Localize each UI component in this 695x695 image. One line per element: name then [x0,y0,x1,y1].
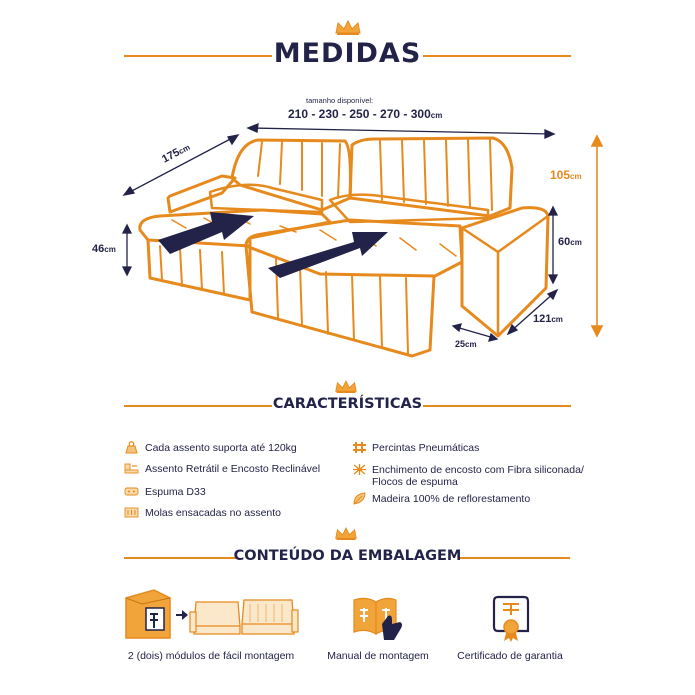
package-item-manual: Manual de montagem [327,650,429,662]
manual-icon [352,594,404,642]
seat-height-label [92,243,116,255]
feature-weight: Cada assento suporta até 120kg [145,442,297,454]
feature-fiber-line1: Enchimento de encosto com Fibra siliconada/ [372,464,584,476]
arm-width-value: 25 [455,339,466,349]
depth-open-value: 175 [160,146,182,166]
total-height-label [550,168,582,182]
width-unit: cm [430,111,443,120]
weight-icon [124,441,139,454]
leaf-icon [352,492,367,505]
feature-recliner: Assento Retrátil e Encosto Reclinável [145,463,321,475]
feature-fiber [372,464,584,488]
foam-icon [124,485,139,498]
box-modules-icon [124,588,300,640]
feature-wood: Madeira 100% de reflorestamento [372,493,531,505]
dimension-caption: tamanho disponível: [306,96,374,105]
arm-width-label [455,339,477,349]
arm-height-unit: cm [570,238,582,247]
certificate-icon [492,593,530,643]
width-options [288,107,442,121]
features-title: CARACTERÍSTICAS [272,396,423,412]
seat-height-value: 46 [92,243,105,255]
depth-closed-label [533,313,563,325]
package-title: CONTEÚDO DA EMBALAGEM [233,548,462,564]
feature-foam: Espuma D33 [145,486,206,498]
feature-springs: Molas ensacadas no assento [145,507,282,519]
depth-closed-value: 121 [533,313,552,325]
recliner-icon [124,462,139,475]
package-item-modules: 2 (dois) módulos de fácil montagem [127,650,295,662]
arm-height-value: 60 [558,236,571,248]
springs-icon [124,506,139,519]
recline-arrow-right [268,232,388,278]
feature-fiber-line2: Flocos de espuma [372,476,458,488]
arm-width-unit: cm [465,340,477,349]
arm-height-label [558,236,582,248]
seat-height-unit: cm [104,245,116,254]
width-values: 210 - 230 - 250 - 270 - 300 [288,107,431,121]
depth-open-unit: cm [177,142,192,157]
package-item-certificate: Certificado de garantia [457,650,563,662]
crown-icon [334,527,358,541]
page-title: MEDIDAS [273,38,422,69]
total-height-unit: cm [570,172,582,181]
webbing-icon [352,441,367,454]
total-height-value: 105 [550,168,571,182]
crown-icon [334,380,358,394]
fiber-icon [352,463,367,476]
feature-webbing: Percintas Pneumáticas [372,442,480,454]
depth-closed-unit: cm [551,315,563,324]
